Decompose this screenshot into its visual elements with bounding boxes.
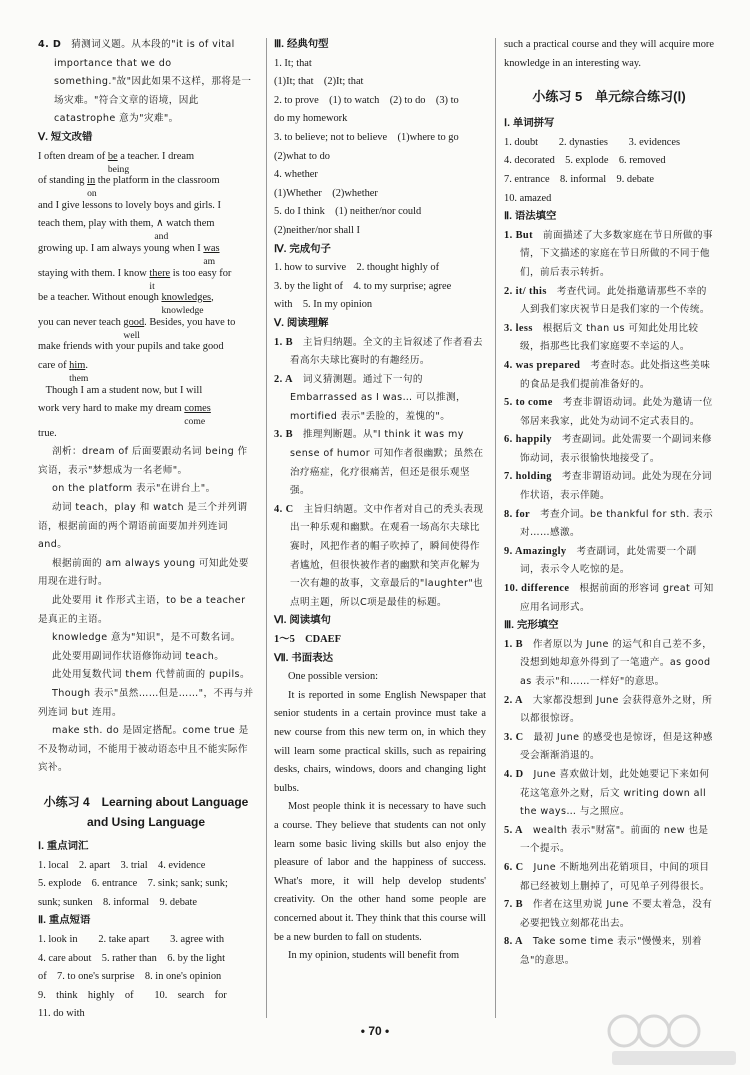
error-word <box>123 316 145 341</box>
pattern-line: (1)It; that (2)It; that <box>274 76 364 88</box>
answer-explanation: 主旨归纳题。文中作者对自己的秃头表现出一种乐观和幽默。在观看一场高尔夫球比赛时，风把作者的帽子吹掉了，瞬间使得作者尴尬，但很快被作者的幽默和笑声化解为一次有趣的故事，文章最后的"laughter"也点明主题，所以C项是最佳的标题。 <box>290 503 484 608</box>
fill-answers: 1～5 CDAEF <box>274 634 341 645</box>
answer-explanation: June 喜欢做计划，此处她要记下来如何花这笔意外之财，后文 writing down all the ways… 与之照应。 <box>520 768 710 818</box>
correction-word: being <box>107 163 130 175</box>
cloze-item <box>504 822 714 859</box>
grammar-item <box>504 357 714 394</box>
answer-number: 2. A <box>274 373 293 385</box>
section-heading-phrases: Ⅱ. 重点短语 <box>38 915 91 927</box>
answer-number: 8. for <box>504 508 531 520</box>
section-heading-reading: Ⅴ. 阅读理解 <box>274 317 329 329</box>
correction-note: 此处要用 it 作形式主语，to be a teacher 是真正的主语。 <box>38 595 246 625</box>
phrase-line: 1. look in 2. take apart 3. agree with <box>38 933 225 945</box>
answer-explanation: 考查副词，此处需要一个副词，表示令人吃惊的是。 <box>520 545 697 576</box>
section-heading-complete-sentences: Ⅳ. 完成句子 <box>274 243 331 255</box>
grammar-item <box>504 468 714 505</box>
pattern-answers <box>274 55 486 241</box>
answer-number: 8. A <box>504 936 523 948</box>
error-word-text: in <box>87 175 96 187</box>
essay-line <box>38 240 254 267</box>
cloze-item <box>504 636 714 692</box>
correction-word: well <box>123 329 140 341</box>
lesson-4-title <box>38 792 254 832</box>
lesson-5-title: 小练习 5 单元综合练习(Ⅰ) <box>532 89 686 105</box>
essay-text: and I give lessons to lovely boys and girls. I <box>38 199 221 211</box>
answer-explanation: 词义猜测题。通过下一句的 Embarrassed as I was… 可以推测，mortified 表示"丢脸的，羞愧的"。 <box>290 373 466 422</box>
pattern-line: do my homework <box>274 113 348 125</box>
answer-number: 5. to come <box>504 397 553 409</box>
essay-line <box>38 289 254 317</box>
answer-explanation: wealth 表示"财富"。前面的 new 也是一个提示。 <box>520 824 709 855</box>
answer-explanation: 推理判断题。从"I think it was my sense of humor 可知作者很幽默；虽然在治疗癌症，化疗很痛苦，但还是很乐观坚强。 <box>290 429 484 497</box>
phrase-line: of 7. to one's surprise 8. in one's opinion <box>38 971 222 983</box>
answer-explanation: Take some time 表示"慢慢来，别着急"的意思。 <box>520 936 702 966</box>
error-word <box>184 403 211 428</box>
cloze-item <box>504 692 714 729</box>
pattern-line: (2)neither/nor shall I <box>274 224 360 236</box>
error-word-text: good <box>123 316 145 328</box>
writing-version-label: One possible version: <box>288 671 379 683</box>
essay-text: care of <box>38 359 70 371</box>
section-heading-spelling: Ⅰ. 单词拼写 <box>504 118 555 130</box>
essay-text: work very hard to make my dream <box>38 403 185 415</box>
vocab-line: sunk; sunken 8. informal 9. debate <box>38 896 198 908</box>
correction-word: and <box>154 231 169 243</box>
spelling-line: 1. doubt 2. dynasties 3. evidences <box>504 136 681 148</box>
essay-text: make friends with your pupils and take good <box>38 341 224 353</box>
answer-number: 6. happily <box>504 434 552 446</box>
pattern-line: 5. do I think (1) neither/nor could <box>274 206 422 218</box>
grammar-item <box>504 580 714 617</box>
answer-number: 3. B <box>274 429 293 441</box>
essay-text: . Besides, you have to <box>144 316 236 328</box>
cloze-item <box>504 859 714 896</box>
column-divider-right <box>495 38 496 1018</box>
answer-number: 4. C <box>274 503 294 515</box>
essay-line <box>38 400 254 428</box>
answer-number: 3. C <box>504 731 524 743</box>
answer-number: 4. D <box>504 768 524 780</box>
essay-line <box>38 197 254 216</box>
writing-paragraph-2: Most people think it is necessary to have such a course. They believe that students can not only learn some basic living skills but also enjoy the pleasure of labor and the happiness of success. What's more, it will help develop students' creativity. On the other hand some people are concerned about it. They think that this course will be a new burden to fall on students. <box>274 801 486 943</box>
answer-number: 5. A <box>504 824 523 836</box>
grammar-item <box>504 506 714 543</box>
pattern-line: 1. It; that <box>274 57 312 69</box>
cloze-answers <box>504 636 714 971</box>
correction-note: 动词 teach，play 和 watch 是三个并列谓语，根据前面的两个谓语前面要加并列连词 and。 <box>38 502 248 551</box>
essay-text: . <box>85 359 88 371</box>
reading-item <box>274 371 486 427</box>
answer-number: 7. holding <box>504 471 552 483</box>
error-word-text: comes <box>184 403 211 415</box>
spelling-line: 4. decorated 5. explode 6. removed <box>504 155 666 167</box>
sentence-line: 3. by the light of 4. to my surprise; agree <box>274 280 452 292</box>
section-heading-writing: Ⅶ. 书面表达 <box>274 652 333 664</box>
answer-explanation: 考查非谓语动词。此处为现在分词作状语，表示伴随。 <box>520 471 712 502</box>
essay-line <box>38 357 254 384</box>
vocab-line: 5. explode 6. entrance 7. sink; sank; sunk; <box>38 878 228 890</box>
answer-explanation: 作者在这里劝说 June 不要太着急，没有必要把钱立刻都花出去。 <box>520 899 713 929</box>
error-word <box>149 267 171 292</box>
cloze-item <box>504 766 714 822</box>
essay-text: be a teacher. Without enough <box>38 292 162 304</box>
correction-word: it <box>149 280 155 292</box>
reading-answers <box>274 334 486 613</box>
correction-note: make sth. do 是固定搭配。come true 是不及物动词，不能用于被动语态中且不能实际作宾补。 <box>38 725 249 774</box>
page-number: • 70 • <box>360 1024 390 1038</box>
reading-item <box>274 426 486 500</box>
grammar-item <box>504 394 714 431</box>
answer-number: 7. B <box>504 899 523 911</box>
column-left <box>38 36 254 1024</box>
error-correction-notes <box>38 443 254 778</box>
grammar-item <box>504 431 714 468</box>
essay-line <box>38 338 254 357</box>
answer-explanation: 考查介词。be thankful for sth. 表示对……感激。 <box>520 508 714 539</box>
answer-explanation: 最初 June 的感受也是惊讶，但是这种感受会渐渐消退的。 <box>520 731 713 762</box>
cloze-item <box>504 896 714 933</box>
pattern-line: (1)Whether (2)whether <box>274 187 378 199</box>
lesson-4-title-line-2: and Using Language <box>86 814 205 829</box>
essay-text: I often dream of <box>38 150 108 162</box>
pattern-line: (2)what to do <box>274 150 330 162</box>
correction-word: knowledge <box>161 305 204 317</box>
essay-line <box>38 314 254 341</box>
sentence-answers <box>274 259 486 315</box>
column-divider-left <box>266 38 267 1018</box>
error-word <box>203 242 220 267</box>
error-word <box>87 175 97 200</box>
spelling-line: 10. amazed <box>504 192 552 204</box>
reading-item <box>274 334 486 371</box>
essay-text: true. <box>38 427 57 439</box>
essay-text: of standing <box>38 175 88 187</box>
answer-number: 4. D <box>38 39 62 50</box>
essay-text: growing up. I am always young when I <box>38 242 204 254</box>
column-right <box>504 36 714 971</box>
correction-note: 剖析：dream of 后面要跟动名词 being 作宾语，表示"梦想成为一名老师"。 <box>38 446 248 476</box>
correction-note: 此处要用副词作状语修饰动词 teach。 <box>52 650 225 662</box>
answer-explanation: 作者原以为 June 的运气和自己差不多，没想到她却意外得到了一笔遗产。as good as 表示"和……一样好"的意思。 <box>520 638 713 687</box>
answer-explanation: 大家都没想到 June 会获得意外之财，所以都很惊讶。 <box>520 694 713 725</box>
writing-continuation: such a practical course and they will acquire more knowledge in an interesting way. <box>504 39 714 69</box>
grammar-item <box>504 320 714 357</box>
section-heading-fill: Ⅵ. 阅读填句 <box>274 615 331 627</box>
phrase-line: 4. care about 5. rather than 6. by the light <box>38 952 225 964</box>
grammar-item <box>504 227 714 283</box>
answer-number: 3. less <box>504 322 533 334</box>
error-word-text: there <box>149 267 171 279</box>
correction-word: come <box>184 416 206 428</box>
correction-note: knowledge 意为"知识"，是不可数名词。 <box>52 632 241 644</box>
answer-explanation: 猜测词义题。从本段的"it is of vital importance that we do something."故"因此如果不这样，那将是一场灾难。"符合文章的语境，因此 catastrophe 意为"灾难"。 <box>54 39 252 125</box>
lesson-4-title-line-1: 小练习 4 Learning about Language <box>43 794 249 809</box>
answer-explanation: 主旨归纳题。全文的主旨叙述了作者看去看高尔夫球比赛时的有趣经历。 <box>290 336 483 367</box>
correction-word: them <box>69 372 89 384</box>
answer-number: 4. was prepared <box>504 359 581 371</box>
phrase-line: 9. think highly of 10. search for <box>38 989 227 1001</box>
pattern-line: 4. whether <box>274 169 318 181</box>
essay-line <box>38 215 254 243</box>
watermark-logo <box>604 1007 744 1069</box>
answer-number: 1. B <box>504 638 523 650</box>
answer-explanation: 根据后文 than us 可知此处用比较级，指那些比我们家庭要不幸运的人。 <box>520 322 699 353</box>
answer-number: 1. But <box>504 229 533 241</box>
correction-note: 根据前面的 am always young 可知此处要用现在进行时。 <box>38 557 249 588</box>
writing-paragraph-3: In my opinion, students will benefit from <box>288 950 460 962</box>
error-word <box>69 359 89 384</box>
essay-text: teach them, play with them, ∧ watch them <box>38 218 215 230</box>
correction-note: on the platform 表示"在讲台上"。 <box>52 483 216 495</box>
essay-text: staying with them. I know <box>38 267 150 279</box>
essay-text: the platform in the classroom <box>95 175 220 187</box>
answer-explanation: 考查副词。此处需要一个副词来修饰动词，表示很愉快地接受了。 <box>520 434 712 464</box>
cloze-item <box>504 729 714 766</box>
essay-text: is too easy for <box>170 267 232 279</box>
answer-item-4 <box>38 36 254 129</box>
error-word-text: was <box>203 242 220 254</box>
grammar-answers <box>504 227 714 617</box>
essay-line <box>38 148 254 175</box>
essay-line <box>38 425 254 444</box>
section-heading-vocab: Ⅰ. 重点词汇 <box>38 840 89 852</box>
correction-note: Though 表示"虽然……但是……"，不再与并列连词 but 连用。 <box>38 688 254 718</box>
answer-number: 6. C <box>504 861 524 873</box>
essay-text: Though I am a student now, but I will <box>38 384 203 396</box>
error-word-text: be <box>107 150 118 162</box>
answer-explanation: June 不断地列出花销项目，中间的项目都已经被划上删掉了，可见单子列得很长。 <box>520 861 710 892</box>
correction-word: on <box>87 188 97 200</box>
section-heading-grammar: Ⅱ. 语法填空 <box>504 211 557 223</box>
sentence-line: with 5. In my opinion <box>274 299 373 311</box>
cloze-item <box>504 933 714 970</box>
answer-explanation: 考查非谓语动词。此处为邀请一位邻居来我家，此处为动词不定式表目的。 <box>520 397 713 427</box>
section-heading-error-correction: Ⅴ. 短文改错 <box>38 131 93 143</box>
phrase-answers <box>38 931 254 1024</box>
column-middle <box>274 36 486 966</box>
answer-number: 1. B <box>274 336 293 348</box>
pattern-line: 2. to prove (1) to watch (2) to do (3) to <box>274 94 459 106</box>
writing-paragraph-1: It is reported in some English Newspaper that senior students in a certain province must take a new course from this new term on, in which they will learn some practical skills, such as repairing desks, chairs, windows, doors and changing light bulbs. <box>274 689 486 794</box>
answer-explanation: 考查代词。此处指邀请那些不幸的人到我们家庆祝节日是我们家的一个传统。 <box>520 285 710 316</box>
error-word-text: knowledges <box>161 292 212 304</box>
essay-text: you can never teach <box>38 316 124 328</box>
reading-item <box>274 501 486 613</box>
error-word <box>161 292 212 317</box>
answer-number: 2. it/ this <box>504 285 547 297</box>
answer-number: 9. Amazingly <box>504 545 567 557</box>
answer-number: 10. difference <box>504 583 570 595</box>
sentence-line: 1. how to survive 2. thought highly of <box>274 262 440 274</box>
spelling-answers <box>504 134 714 208</box>
section-heading-cloze: Ⅲ. 完形填空 <box>504 620 559 632</box>
error-word-text: him <box>69 359 86 371</box>
grammar-item <box>504 283 714 320</box>
error-word <box>107 150 130 175</box>
section-heading-patterns: Ⅲ. 经典句型 <box>274 39 329 50</box>
pattern-line: 3. to believe; not to believe (1)where to go <box>274 131 459 143</box>
error-correction-essay <box>38 148 254 444</box>
essay-line <box>38 172 254 200</box>
correction-note: 此处用复数代词 them 代替前面的 pupils。 <box>52 669 250 681</box>
answer-explanation: 前面描述了大多数家庭在节日所做的事情，下文描述的家庭在节日所做的不同于他们，前后表示转折。 <box>520 229 713 278</box>
vocab-line: 1. local 2. apart 3. trial 4. evidence <box>38 859 206 871</box>
answer-number: 2. A <box>504 694 523 706</box>
grammar-item <box>504 543 714 580</box>
vocab-answers <box>38 857 254 913</box>
essay-text: a teacher. I dream <box>117 150 195 162</box>
answer-explanation: 考查时态。此处指这些美味的食品是我们提前准备好的。 <box>520 359 711 390</box>
essay-line <box>38 265 254 292</box>
essay-text: , <box>211 292 214 304</box>
answer-explanation: 根据前面的形容词 great 可知应用名词形式。 <box>520 583 714 613</box>
spelling-line: 7. entrance 8. informal 9. debate <box>504 173 655 185</box>
correction-word: am <box>203 255 216 267</box>
phrase-line: 11. do with <box>38 1008 85 1020</box>
